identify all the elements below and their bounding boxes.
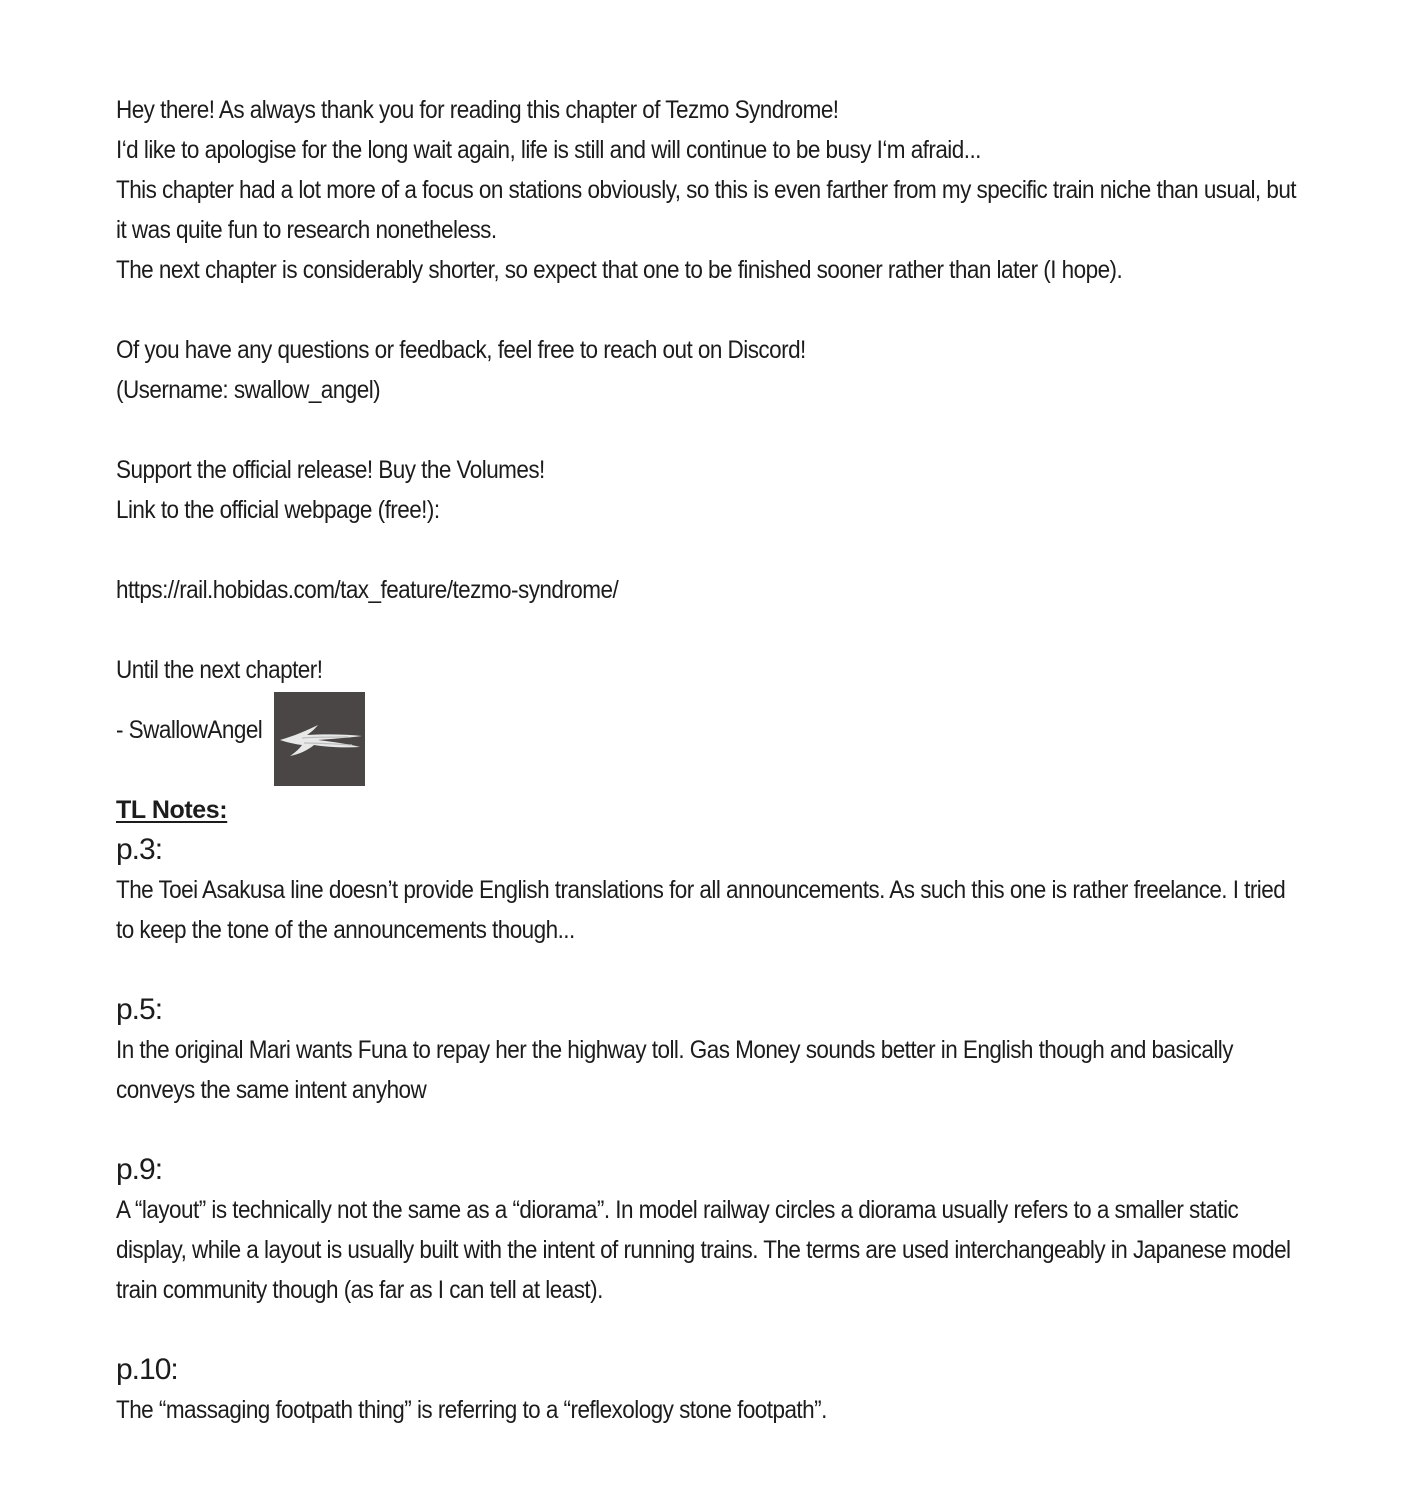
intro-line: This chapter had a lot more of a focus on stations obviously, so this is even farther from my specific train niche than usual, but: [116, 176, 1297, 204]
note-line: A “layout” is technically not the same as a “diorama”. In model railway circles a diorama usually refers to a smaller static: [116, 1196, 1239, 1224]
spacer: [116, 290, 1306, 330]
note-line: to keep the tone of the announcements though...: [116, 916, 575, 944]
note-page-ref: p.5:: [116, 993, 163, 1026]
note-page-ref: p.10:: [116, 1353, 178, 1386]
note-page-ref: p.9:: [116, 1153, 163, 1186]
tl-note: [116, 1150, 1306, 1310]
note-line: display, while a layout is usually built with the intent of running trains. The terms are used interchangeably in Japanese model: [116, 1236, 1291, 1264]
tl-note: [116, 830, 1306, 950]
note-line: The “massaging footpath thing” is referring to a “reflexology stone footpath”.: [116, 1396, 827, 1424]
note-text: [116, 870, 1306, 950]
note-line: In the original Mari wants Funa to repay her the highway toll. Gas Money sounds better in English though and basically: [116, 1036, 1233, 1064]
spacer: [116, 950, 1306, 990]
note-text: [116, 1030, 1306, 1110]
spacer: [116, 1110, 1306, 1150]
spacer: [116, 410, 1306, 450]
tl-note: [116, 990, 1306, 1110]
tl-notes-heading: TL Notes:: [116, 796, 228, 824]
closing-line: Until the next chapter!: [116, 656, 323, 684]
note-page-ref: p.3:: [116, 833, 163, 866]
signature: - SwallowAngel: [116, 716, 263, 744]
signature-row: [116, 690, 1306, 790]
note-text: [116, 1390, 1306, 1430]
swallow-logo-icon: [274, 692, 365, 786]
discord-username: (Username: swallow_angel): [116, 376, 381, 404]
intro-line: The next chapter is considerably shorter, so expect that one to be finished sooner rather than later (I hope).: [116, 256, 1123, 284]
spacer: [116, 530, 1306, 570]
note-line: train community though (as far as I can tell at least).: [116, 1276, 603, 1304]
note-line: conveys the same intent anyhow: [116, 1076, 427, 1104]
spacer: [116, 610, 1306, 650]
afterword-page: [116, 90, 1306, 1430]
tl-note: [116, 1350, 1306, 1430]
note-line: The Toei Asakusa line doesn’t provide English translations for all announcements. As such this one is rather freelance. I tried: [116, 876, 1286, 904]
spacer: [116, 1310, 1306, 1350]
webpage-label: Link to the official webpage (free!):: [116, 496, 440, 524]
note-text: [116, 1190, 1306, 1310]
official-webpage-link[interactable]: https://rail.hobidas.com/tax_feature/tezmo-syndrome/: [116, 576, 619, 604]
intro-line: it was quite fun to research nonetheless.: [116, 216, 497, 244]
support-line: Support the official release! Buy the Volumes!: [116, 456, 545, 484]
intro-line: Hey there! As always thank you for reading this chapter of Tezmo Syndrome!: [116, 96, 839, 124]
intro-line: I‘d like to apologise for the long wait again, life is still and will continue to be busy I‘m afraid...: [116, 136, 981, 164]
contact-line: Of you have any questions or feedback, feel free to reach out on Discord!: [116, 336, 806, 364]
